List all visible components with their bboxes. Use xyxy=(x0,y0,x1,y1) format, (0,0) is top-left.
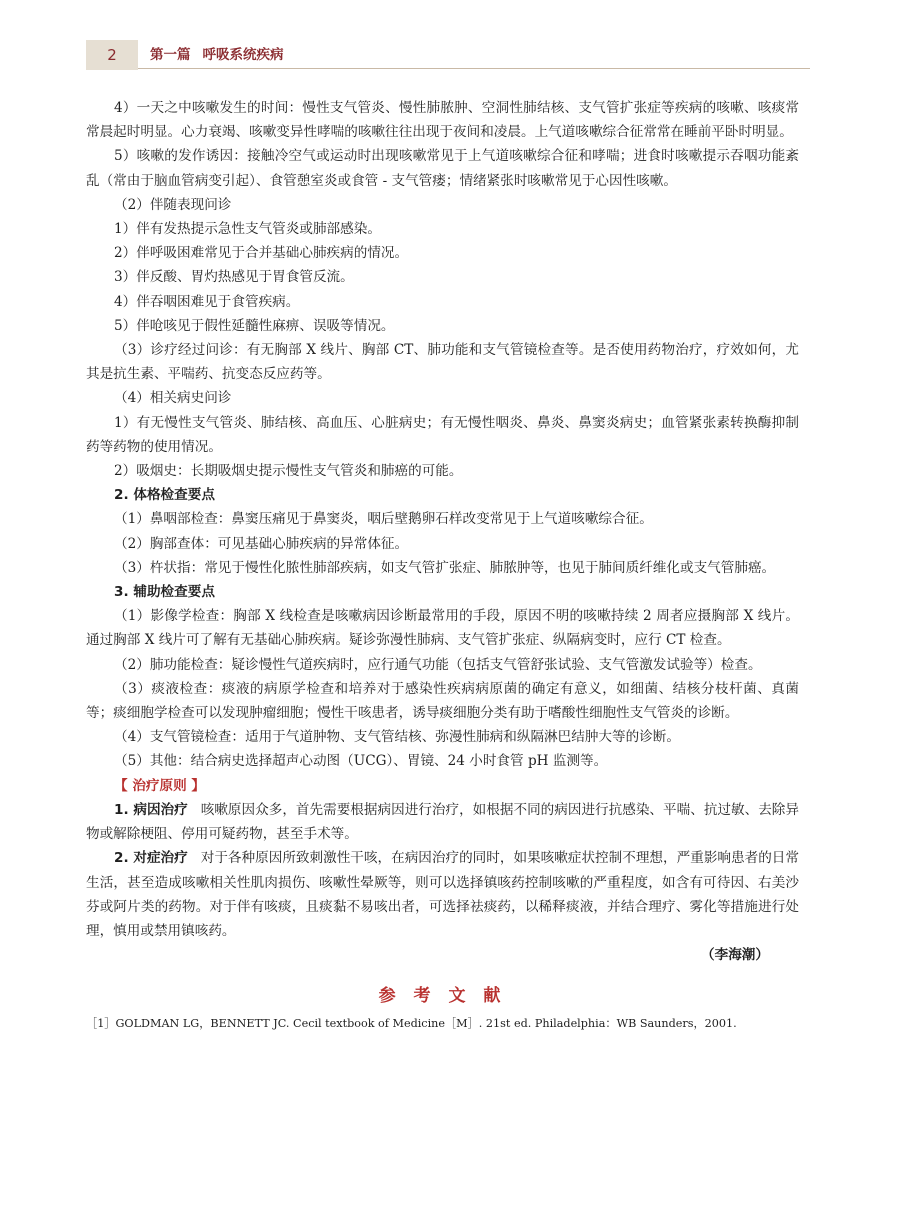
treatment-text: 咳嗽原因众多，首先需要根据病因进行治疗，如根据不同的病因进行抗感染、平喘、抗过敏、去除异物或解除梗阻、停用可疑药物，甚至手术等。 xyxy=(86,801,800,843)
page-header xyxy=(86,40,810,70)
paragraph-etiologic-treatment xyxy=(86,798,799,846)
paragraph-cough-time: 4）一天之中咳嗽发生的时间：慢性支气管炎、慢性肺脓肿、空洞性肺结核、支气管扩张症等疾病的咳嗽、咳痰常常晨起时明显。心力衰竭、咳嗽变异性哮喘的咳嗽往往出现于夜间和凌晨。上气道咳嗽综合征常常在睡前平卧时明显。 xyxy=(86,100,799,141)
page-body xyxy=(86,96,799,1034)
list-item: 3）伴反酸、胃灼热感见于胃食管反流。 xyxy=(114,269,354,286)
list-item: （2）胸部查体：可见基础心肺疾病的异常体征。 xyxy=(114,535,409,552)
treatment-title: 1. 病因治疗 xyxy=(114,801,188,818)
list-item: （1）鼻咽部检查：鼻窦压痛见于鼻窦炎，咽后壁鹅卵石样改变常见于上气道咳嗽综合征。 xyxy=(114,511,653,528)
list-item: （5）其他：结合病史选择超声心动图（UCG）、胃镜、24 小时食管 pH 监测等。 xyxy=(114,753,608,770)
treatment-text: 对于各种原因所致刺激性干咳，在病因治疗的同时，如果咳嗽症状控制不理想，严重影响患者的日常生活，甚至造成咳嗽相关性肌肉损伤、咳嗽性晕厥等，则可以选择镇咳药控制咳嗽的严重程度，如含有可待因、右美沙芬或阿片类的药物。对于伴有咳痰，且痰黏不易咳出者，可选择祛痰药，以稀释痰液，并结合理疗、雾化等措施进行处理，慎用或禁用镇咳药。 xyxy=(86,850,800,939)
list-item: 2）吸烟史：长期吸烟史提示慢性支气管炎和肺癌的可能。 xyxy=(114,463,463,480)
subheading-related-history: （4）相关病史问诊 xyxy=(114,390,232,407)
page-number: 2 xyxy=(86,40,138,70)
list-item: （3）杵状指：常见于慢性化脓性肺部疾病，如支气管扩张症、肺脓肿等，也见于肺间质纤维化或支气管肺癌。 xyxy=(114,559,776,576)
part-label: 第一篇 xyxy=(150,47,191,63)
list-item: 1）有无慢性支气管炎、肺结核、高血压、心脏病史；有无慢性咽炎、鼻炎、鼻窦炎病史；血管紧张素转换酶抑制药等药物的使用情况。 xyxy=(86,414,799,455)
references-title: 参 考 文 献 xyxy=(378,986,507,1007)
section-heading-physical-exam: 2. 体格检查要点 xyxy=(114,487,215,504)
part-title: 呼吸系统疾病 xyxy=(202,47,284,63)
paragraph-treatment-history: （3）诊疗经过问诊：有无胸部 X 线片、胸部 CT、肺功能和支气管镜检查等。是否使用药物治疗，疗效如何，尤其是抗生素、平喘药、抗变态反应药等。 xyxy=(86,342,799,383)
paragraph-cough-trigger: 5）咳嗽的发作诱因：接触冷空气或运动时出现咳嗽常见于上气道咳嗽综合征和哮喘；进食时咳嗽提示吞咽功能紊乱（常由于脑血管病变引起）、食管憩室炎或食管 - 支气管瘘；情绪紧张时咳嗽常见于心因性咳嗽。 xyxy=(86,148,799,189)
list-item: （1）影像学检查：胸部 X 线检查是咳嗽病因诊断最常用的手段，原因不明的咳嗽持续 2 周者应摄胸部 X 线片。通过胸部 X 线片可了解有无基础心肺疾病。疑诊弥漫性肺病、支气管扩张症、纵隔病变时，应行 CT 检查。 xyxy=(86,608,799,649)
subheading-accompanying: （2）伴随表现问诊 xyxy=(114,196,232,213)
list-item: 2）伴呼吸困难常见于合并基础心肺疾病的情况。 xyxy=(114,245,409,262)
section-heading-treatment: 【 治疗原则 】 xyxy=(114,777,206,794)
section-heading-auxiliary-exam: 3. 辅助检查要点 xyxy=(114,584,215,601)
running-title xyxy=(150,40,284,70)
list-item: （3）痰液检查：痰液的病原学检查和培养对于感染性疾病病原菌的确定有意义，如细菌、结核分枝杆菌、真菌等；痰细胞学检查可以发现肿瘤细胞；慢性干咳患者，诱导痰细胞分类有助于嗜酸性细胞性支气管炎的诊断。 xyxy=(86,680,799,722)
author-credit: （李海潮） xyxy=(701,947,769,964)
reference-item: ［1］GOLDMAN LG，BENNETT JC. Cecil textbook of Medicine［M］. 21st ed. Philadelphia：WB Saunders，2001. xyxy=(86,1017,737,1031)
header-rule xyxy=(138,68,810,69)
treatment-title: 2. 对症治疗 xyxy=(114,850,188,867)
paragraph-symptomatic-treatment xyxy=(86,846,799,943)
list-item: 1）伴有发热提示急性支气管炎或肺部感染。 xyxy=(114,221,381,238)
list-item: 5）伴呛咳见于假性延髓性麻痹、误吸等情况。 xyxy=(114,317,395,334)
list-item: 4）伴吞咽困难见于食管疾病。 xyxy=(114,293,300,310)
list-item: （2）肺功能检查：疑诊慢性气道疾病时，应行通气功能（包括支气管舒张试验、支气管激发试验等）检查。 xyxy=(114,656,762,673)
list-item: （4）支气管镜检查：适用于气道肿物、支气管结核、弥漫性肺病和纵隔淋巴结肿大等的诊断。 xyxy=(114,729,680,746)
